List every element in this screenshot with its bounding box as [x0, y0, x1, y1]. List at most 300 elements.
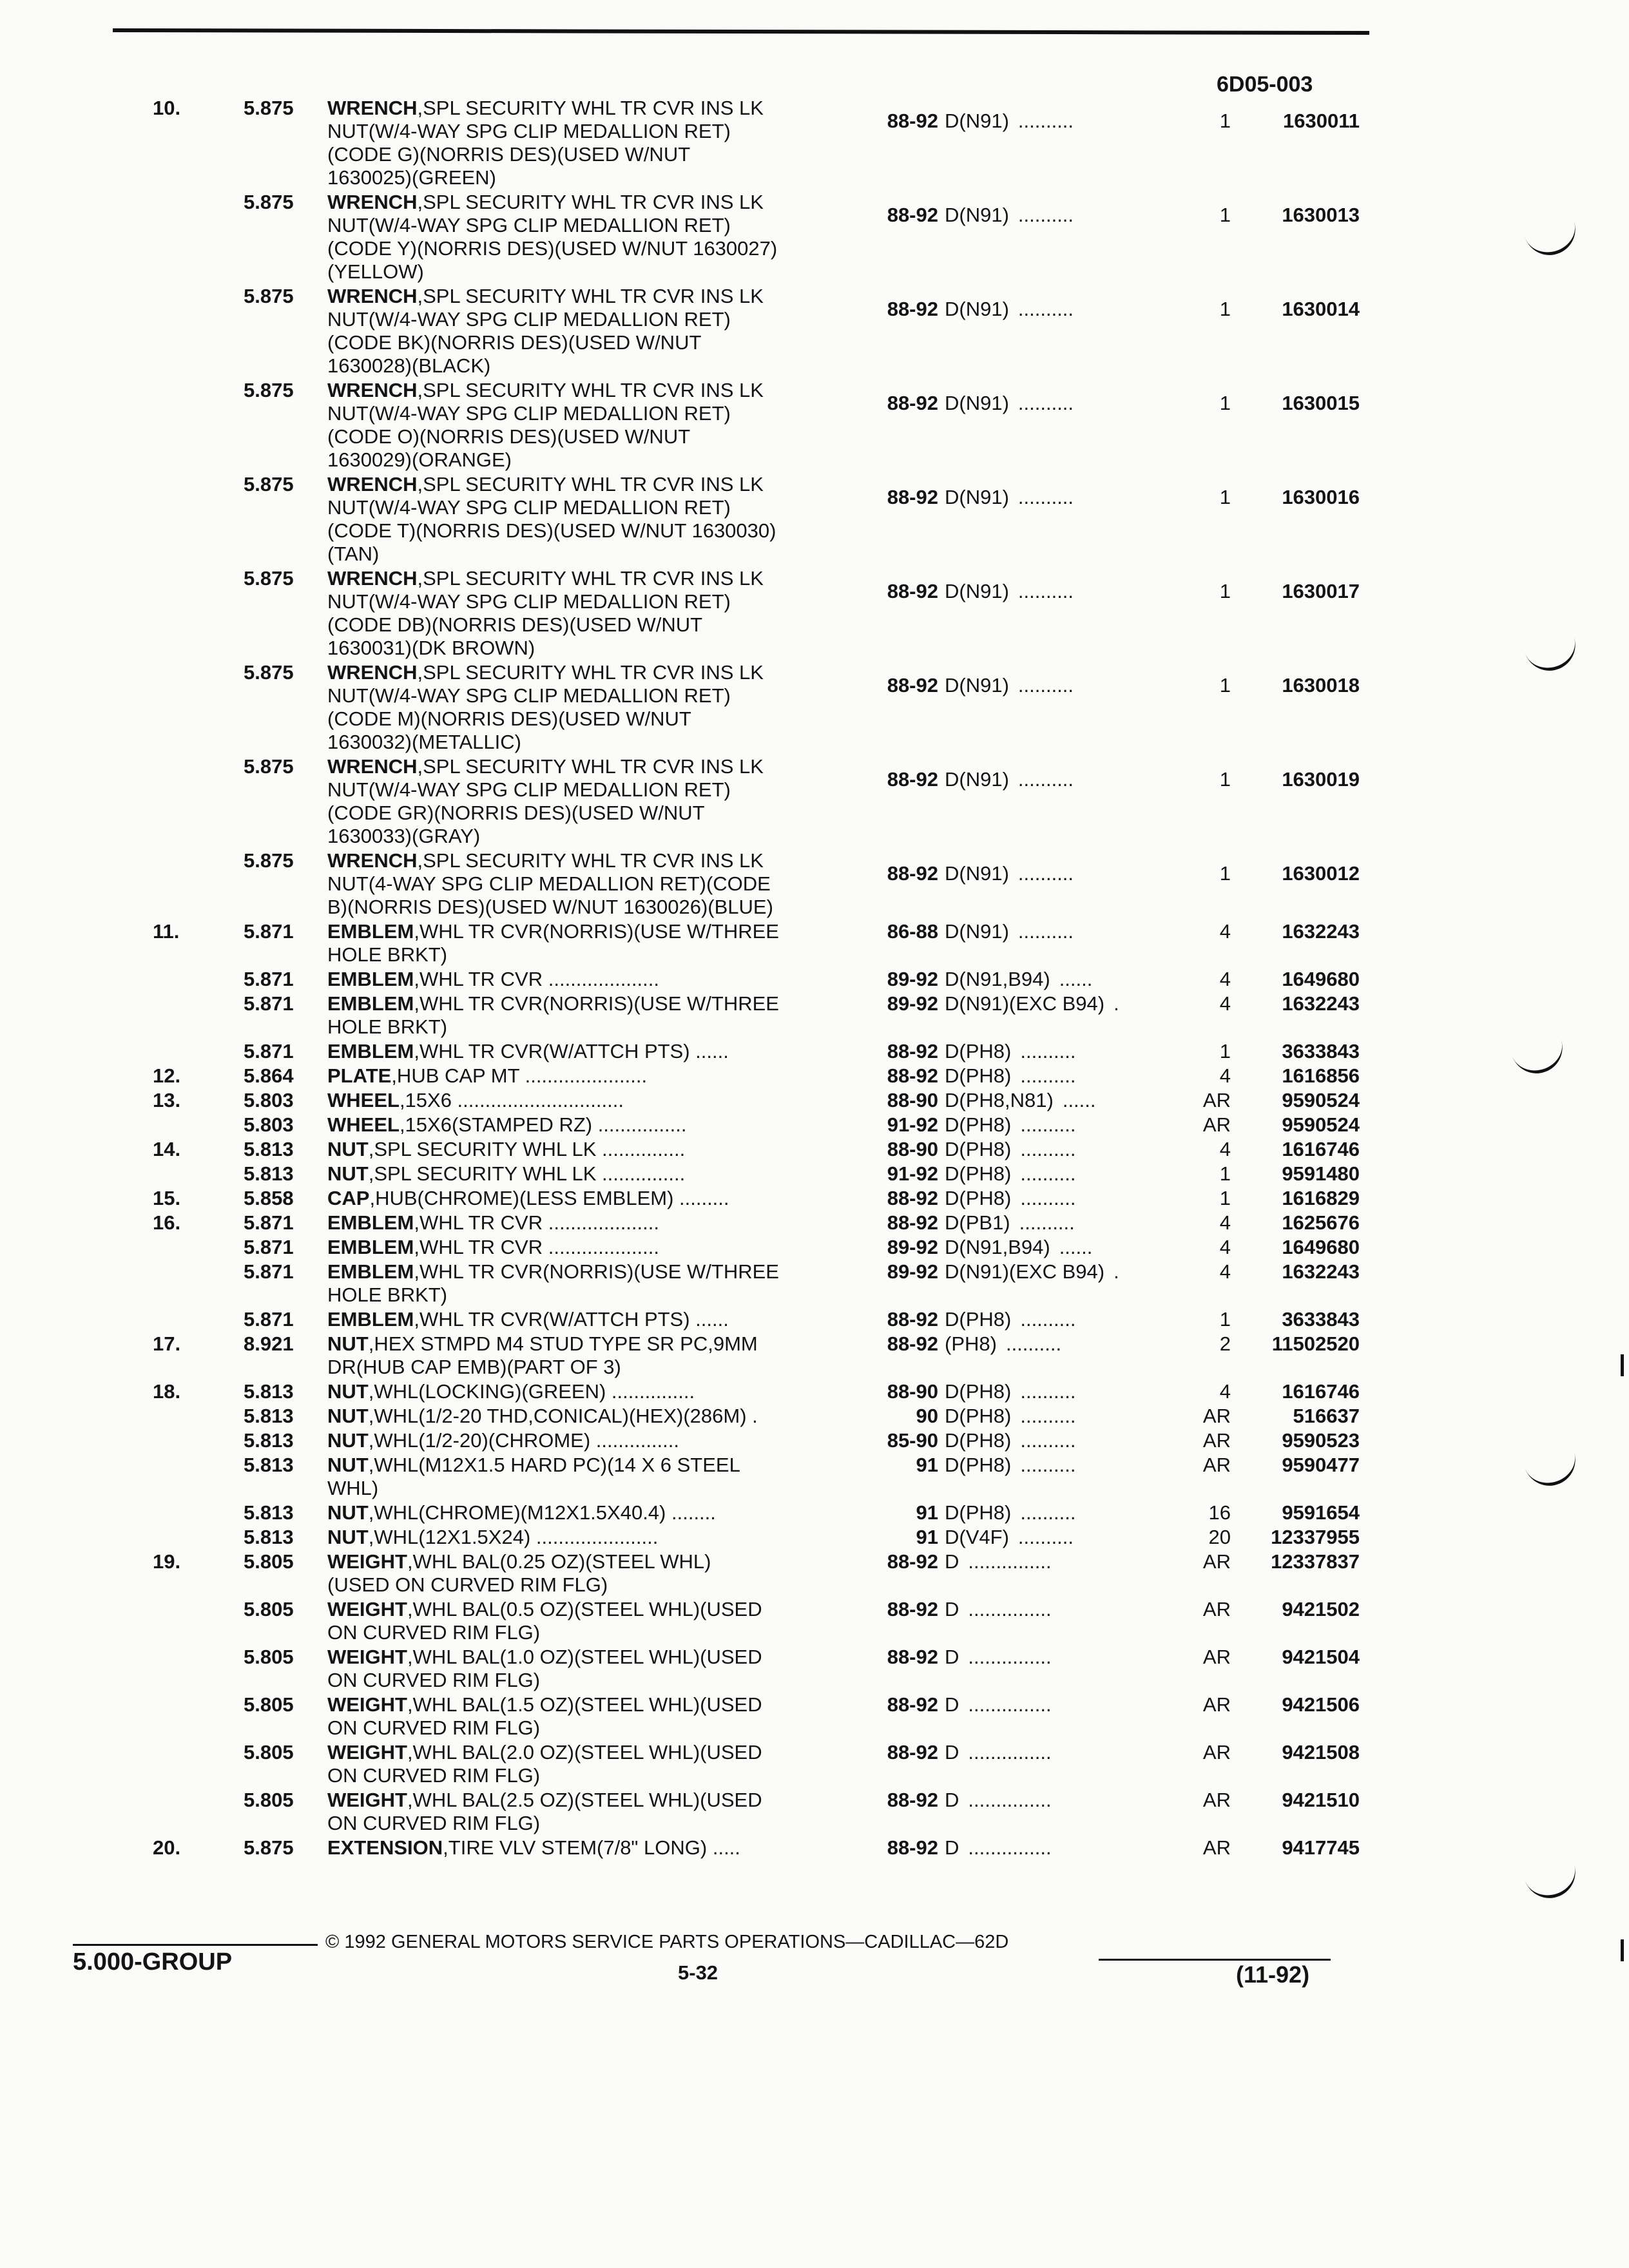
description-line: NUT(W/4-WAY SPG CLIP MEDALLION RET) — [327, 308, 731, 331]
description-line: (CODE DB)(NORRIS DES)(USED W/NUT — [327, 613, 703, 636]
years: 88-92 — [887, 392, 938, 414]
group-number: 5.875 — [244, 473, 294, 495]
usage-code: D(PH8) .......... — [945, 1138, 1076, 1160]
usage-code: D(PH8) .......... — [945, 1308, 1076, 1331]
group-number: 5.864 — [244, 1064, 294, 1087]
part-name: WHEEL — [327, 1113, 400, 1136]
description-line: WHL) — [327, 1477, 379, 1499]
part-name: EXTENSION — [327, 1836, 443, 1859]
quantity: 1 — [1219, 580, 1231, 602]
quantity: 4 — [1219, 1211, 1231, 1234]
description-line: ON CURVED RIM FLG) — [327, 1621, 541, 1644]
quantity: 4 — [1219, 1380, 1231, 1403]
description-line: ,WHL BAL(0.5 OZ)(STEEL WHL)(USED — [407, 1598, 762, 1620]
group-number: 5.871 — [244, 992, 294, 1015]
description-line: ,15X6 .............................. — [399, 1089, 624, 1111]
leader-dots: .......... — [1020, 1405, 1076, 1427]
part-name: EMBLEM — [327, 1211, 414, 1234]
usage-code: D(N91)(EXC B94) . — [945, 992, 1119, 1015]
quantity: AR — [1202, 1454, 1231, 1476]
description-line: NUT(4-WAY SPG CLIP MEDALLION RET)(CODE — [327, 872, 771, 895]
table-row — [0, 285, 1629, 379]
table-row — [0, 1550, 1629, 1598]
part-name: CAP — [327, 1187, 370, 1209]
quantity: AR — [1202, 1405, 1231, 1427]
part-name: NUT — [327, 1405, 369, 1427]
group-number: 5.805 — [244, 1646, 294, 1668]
description-line: NUT(W/4-WAY SPG CLIP MEDALLION RET) — [327, 590, 731, 613]
group-number: 5.875 — [244, 379, 294, 401]
ref-number: 14. — [153, 1138, 181, 1160]
leader-dots: .......... — [1020, 1162, 1076, 1185]
ref-number: 18. — [153, 1380, 181, 1403]
years: 89-92 — [887, 1236, 938, 1258]
part-number: 9590524 — [1282, 1089, 1360, 1111]
table-row — [0, 1064, 1629, 1089]
group-number: 5.875 — [244, 285, 294, 307]
table-row — [0, 1187, 1629, 1211]
part-description — [327, 1646, 762, 1692]
description-line: (TAN) — [327, 543, 380, 565]
quantity: 4 — [1219, 992, 1231, 1015]
group-number: 5.871 — [244, 1236, 294, 1258]
usage-code: D(N91)(EXC B94) . — [945, 1260, 1119, 1283]
part-description — [327, 191, 777, 284]
usage-code: D(PH8,N81) ...... — [945, 1089, 1096, 1111]
part-name: WRENCH — [327, 661, 418, 684]
part-number: 1630016 — [1282, 486, 1360, 508]
years: 91 — [916, 1501, 938, 1524]
part-description — [327, 473, 776, 566]
ref-number: 15. — [153, 1187, 181, 1209]
table-row — [0, 968, 1629, 992]
description-line: ,HEX STMPD M4 STUD TYPE SR PC,9MM — [368, 1332, 758, 1355]
part-name: WRENCH — [327, 567, 418, 590]
description-line: 1630025)(GREEN) — [327, 166, 496, 189]
description-line: (CODE GR)(NORRIS DES)(USED W/NUT — [327, 802, 705, 824]
part-description — [327, 567, 764, 660]
quantity: AR — [1202, 1089, 1231, 1111]
part-description — [327, 379, 764, 472]
description-line: HOLE BRKT) — [327, 943, 448, 966]
description-line: ,SPL SECURITY WHL LK ............... — [368, 1138, 686, 1160]
quantity: AR — [1202, 1598, 1231, 1620]
group-number: 5.871 — [244, 920, 294, 943]
quantity: 4 — [1219, 1138, 1231, 1160]
leader-dots: .......... — [1020, 1138, 1076, 1160]
quantity: 1 — [1219, 110, 1231, 132]
years: 91-92 — [887, 1113, 938, 1136]
part-description — [327, 1113, 687, 1137]
years: 91 — [916, 1526, 938, 1548]
table-row — [0, 1113, 1629, 1138]
group-number: 5.871 — [244, 1260, 294, 1283]
part-description — [327, 968, 659, 991]
part-number: 1630014 — [1282, 298, 1360, 320]
description-line: ,WHL BAL(2.5 OZ)(STEEL WHL)(USED — [407, 1789, 762, 1811]
quantity: 1 — [1219, 1187, 1231, 1209]
part-number: 9590523 — [1282, 1429, 1360, 1452]
table-row — [0, 849, 1629, 920]
description-line: 1630029)(ORANGE) — [327, 448, 512, 471]
quantity: 4 — [1219, 1236, 1231, 1258]
description-line: ,WHL TR CVR(NORRIS)(USE W/THREE — [414, 920, 779, 943]
part-number: 1616829 — [1282, 1187, 1360, 1209]
part-description — [327, 97, 764, 189]
years: 91-92 — [887, 1162, 938, 1185]
description-line: ,SPL SECURITY WHL LK ............... — [368, 1162, 686, 1185]
part-name: PLATE — [327, 1064, 392, 1087]
leader-dots: .......... — [1017, 298, 1074, 320]
usage-code: D(PH8) .......... — [945, 1187, 1076, 1209]
quantity: AR — [1202, 1693, 1231, 1716]
group-number: 5.871 — [244, 1308, 294, 1331]
part-number: 1616746 — [1282, 1380, 1360, 1403]
part-name: EMBLEM — [327, 1236, 414, 1258]
quantity: 20 — [1208, 1526, 1231, 1548]
description-line: 1630028)(BLACK) — [327, 354, 491, 377]
part-name: EMBLEM — [327, 1260, 414, 1283]
table-row — [0, 1211, 1629, 1236]
quantity: AR — [1202, 1550, 1231, 1573]
description-line: ,WHL(1/2-20 THD,CONICAL)(HEX)(286M) . — [368, 1405, 758, 1427]
part-name: WEIGHT — [327, 1646, 407, 1668]
quantity: AR — [1202, 1113, 1231, 1136]
quantity: 1 — [1219, 862, 1231, 885]
part-number: 9590524 — [1282, 1113, 1360, 1136]
group-number: 5.875 — [244, 661, 294, 684]
years: 88-92 — [887, 1550, 938, 1573]
part-name: EMBLEM — [327, 920, 414, 943]
footer-page-number: 5-32 — [678, 1961, 718, 1984]
table-row — [0, 1236, 1629, 1260]
leader-dots: .......... — [1017, 862, 1074, 885]
usage-code: D(N91,B94) ...... — [945, 968, 1093, 990]
description-line: ,WHL TR CVR .................... — [414, 968, 659, 990]
usage-code: D(PH8) .......... — [945, 1040, 1076, 1062]
quantity: 1 — [1219, 204, 1231, 226]
description-line: (CODE BK)(NORRIS DES)(USED W/NUT — [327, 331, 702, 354]
part-number: 1616856 — [1282, 1064, 1360, 1087]
part-name: NUT — [327, 1429, 369, 1452]
usage-code: D(N91) .......... — [945, 392, 1074, 414]
table-row — [0, 1836, 1629, 1861]
part-number: 1649680 — [1282, 968, 1360, 990]
years: 88-92 — [887, 1836, 938, 1859]
years: 88-92 — [887, 1789, 938, 1811]
usage-code: D(N91) .......... — [945, 768, 1074, 791]
description-line: ON CURVED RIM FLG) — [327, 1669, 541, 1691]
leader-dots: .......... — [1020, 1454, 1076, 1476]
part-description — [327, 1332, 758, 1379]
leader-dots: ............... — [968, 1693, 1052, 1716]
part-number: 9590477 — [1282, 1454, 1360, 1476]
part-number: 12337837 — [1271, 1550, 1360, 1573]
top-rule — [113, 28, 1369, 35]
description-line: (CODE G)(NORRIS DES)(USED W/NUT — [327, 143, 691, 166]
part-number: 9421502 — [1282, 1598, 1360, 1620]
part-description — [327, 1836, 740, 1860]
part-number: 1616746 — [1282, 1138, 1360, 1160]
part-description — [327, 1501, 716, 1524]
part-number: 1630011 — [1283, 110, 1360, 132]
quantity: 1 — [1219, 298, 1231, 320]
quantity: AR — [1202, 1646, 1231, 1668]
group-number: 5.871 — [244, 1040, 294, 1062]
leader-dots: .......... — [1020, 1064, 1076, 1087]
table-row — [0, 992, 1629, 1040]
part-number: 1630018 — [1282, 674, 1360, 697]
group-number: 5.871 — [244, 968, 294, 990]
part-name: WRENCH — [327, 755, 418, 778]
part-number: 1630015 — [1282, 392, 1360, 414]
years: 88-92 — [887, 862, 938, 885]
table-row — [0, 1501, 1629, 1526]
usage-code: D(PH8) .......... — [945, 1454, 1076, 1476]
group-number: 5.875 — [244, 191, 294, 213]
part-number: 9421504 — [1282, 1646, 1360, 1668]
group-number: 5.871 — [244, 1211, 294, 1234]
table-row — [0, 1741, 1629, 1789]
leader-dots: .......... — [1017, 486, 1074, 508]
part-name: EMBLEM — [327, 968, 414, 990]
part-description — [327, 1089, 624, 1112]
footer-date: (11-92) — [1236, 1961, 1310, 1988]
part-name: WRENCH — [327, 97, 418, 119]
leader-dots: .......... — [1020, 1187, 1076, 1209]
description-line: NUT(W/4-WAY SPG CLIP MEDALLION RET) — [327, 778, 731, 801]
table-row — [0, 1693, 1629, 1741]
leader-dots: ............... — [968, 1789, 1052, 1811]
years: 91 — [916, 1454, 938, 1476]
years: 88-92 — [887, 1064, 938, 1087]
table-row — [0, 1646, 1629, 1693]
part-description — [327, 1550, 711, 1597]
leader-dots: .......... — [1017, 580, 1074, 602]
years: 88-92 — [887, 1693, 938, 1716]
group-number: 5.875 — [244, 849, 294, 872]
usage-code: D ............... — [945, 1741, 1052, 1763]
years: 88-90 — [887, 1138, 938, 1160]
group-number: 5.805 — [244, 1598, 294, 1620]
description-line: NUT(W/4-WAY SPG CLIP MEDALLION RET) — [327, 684, 731, 707]
description-line: ,WHL TR CVR(W/ATTCH PTS) ...... — [414, 1308, 729, 1331]
years: 88-92 — [887, 1741, 938, 1763]
description-line: ,HUB(CHROME)(LESS EMBLEM) ......... — [369, 1187, 729, 1209]
part-description — [327, 1598, 762, 1644]
part-number: 11502520 — [1271, 1332, 1360, 1355]
part-name: WRENCH — [327, 191, 418, 213]
quantity: 1 — [1219, 1162, 1231, 1185]
group-number: 8.921 — [244, 1332, 294, 1355]
usage-code: D(PB1) .......... — [945, 1211, 1075, 1234]
description-line: 1630032)(METALLIC) — [327, 731, 521, 753]
years: 88-92 — [887, 1332, 938, 1355]
group-number: 5.813 — [244, 1405, 294, 1427]
description-line: DR(HUB CAP EMB)(PART OF 3) — [327, 1356, 621, 1378]
usage-code: D ............... — [945, 1646, 1052, 1668]
part-name: WEIGHT — [327, 1741, 407, 1763]
years: 89-92 — [887, 968, 938, 990]
usage-code: D(N91) .......... — [945, 920, 1074, 943]
part-description — [327, 1454, 740, 1500]
years: 88-92 — [887, 1040, 938, 1062]
quantity: AR — [1202, 1789, 1231, 1811]
description-line: ,WHL(12X1.5X24) ...................... — [368, 1526, 659, 1548]
leader-dots: .......... — [1020, 1380, 1076, 1403]
part-name: WEIGHT — [327, 1550, 407, 1573]
table-row — [0, 473, 1629, 567]
group-number: 5.813 — [244, 1429, 294, 1452]
description-line: ,SPL SECURITY WHL TR CVR INS LK — [417, 755, 764, 778]
part-number: 516637 — [1293, 1405, 1360, 1427]
usage-code: D ............... — [945, 1789, 1052, 1811]
usage-code: D(PH8) .......... — [945, 1429, 1076, 1452]
years: 86-88 — [887, 920, 938, 943]
usage-code: D(PH8) .......... — [945, 1064, 1076, 1087]
years: 88-92 — [887, 204, 938, 226]
description-line: ,HUB CAP MT ...................... — [391, 1064, 648, 1087]
usage-code: D(N91) .......... — [945, 580, 1074, 602]
footer-rule-left — [73, 1944, 318, 1946]
group-number: 5.875 — [244, 755, 294, 778]
part-description — [327, 661, 764, 754]
description-line: ,WHL(CHROME)(M12X1.5X40.4) ........ — [368, 1501, 716, 1524]
part-name: NUT — [327, 1526, 369, 1548]
description-line: ,WHL BAL(1.5 OZ)(STEEL WHL)(USED — [407, 1693, 762, 1716]
leader-dots: .......... — [1017, 204, 1074, 226]
group-number: 5.803 — [244, 1113, 294, 1136]
part-description — [327, 1064, 647, 1088]
part-description — [327, 1162, 685, 1186]
part-number: 1632243 — [1282, 920, 1360, 943]
table-row — [0, 1089, 1629, 1113]
usage-code: D(N91,B94) ...... — [945, 1236, 1093, 1258]
group-number: 5.813 — [244, 1501, 294, 1524]
years: 88-92 — [887, 580, 938, 602]
leader-dots: .......... — [1020, 1501, 1076, 1524]
usage-code: D(PH8) .......... — [945, 1113, 1076, 1136]
description-line: ON CURVED RIM FLG) — [327, 1764, 541, 1787]
quantity: 1 — [1219, 486, 1231, 508]
description-line: NUT(W/4-WAY SPG CLIP MEDALLION RET) — [327, 496, 731, 519]
part-name: WRENCH — [327, 285, 418, 307]
page-code: 6D05-003 — [1217, 72, 1313, 97]
years: 88-92 — [887, 1211, 938, 1234]
footer-rule-right — [1099, 1959, 1331, 1961]
table-row — [0, 1526, 1629, 1550]
part-number: 1630019 — [1282, 768, 1360, 791]
group-number: 5.805 — [244, 1741, 294, 1763]
quantity: 4 — [1219, 1064, 1231, 1087]
part-description — [327, 1040, 729, 1063]
description-line: (CODE T)(NORRIS DES)(USED W/NUT 1630030) — [327, 519, 776, 542]
quantity: AR — [1202, 1429, 1231, 1452]
ref-number: 20. — [153, 1836, 181, 1859]
ref-number: 13. — [153, 1089, 181, 1111]
leader-dots: ............... — [968, 1741, 1052, 1763]
quantity: 1 — [1219, 392, 1231, 414]
usage-code: D(N91) .......... — [945, 110, 1074, 132]
part-name: EMBLEM — [327, 992, 414, 1015]
footer-copyright: © 1992 GENERAL MOTORS SERVICE PARTS OPERATIONS—CADILLAC—62D — [325, 1932, 1009, 1952]
description-line: NUT(W/4-WAY SPG CLIP MEDALLION RET) — [327, 120, 731, 142]
years: 89-92 — [887, 992, 938, 1015]
part-name: NUT — [327, 1380, 369, 1403]
table-row — [0, 191, 1629, 285]
part-name: WEIGHT — [327, 1789, 407, 1811]
years: 88-92 — [887, 1308, 938, 1331]
part-description — [327, 920, 779, 966]
part-description — [327, 1789, 762, 1835]
part-number: 1632243 — [1282, 1260, 1360, 1283]
group-number: 5.875 — [244, 1836, 294, 1859]
usage-code: D(PH8) .......... — [945, 1380, 1076, 1403]
part-number: 1649680 — [1282, 1236, 1360, 1258]
description-line: ,WHL(LOCKING)(GREEN) ............... — [368, 1380, 695, 1403]
ref-number: 10. — [153, 97, 181, 119]
table-row — [0, 567, 1629, 661]
quantity: 16 — [1208, 1501, 1231, 1524]
usage-code: D(PH8) .......... — [945, 1162, 1076, 1185]
description-line: ,WHL(M12X1.5 HARD PC)(14 X 6 STEEL — [368, 1454, 740, 1476]
usage-code: (PH8) .......... — [945, 1332, 1062, 1355]
edge-mark — [1621, 1354, 1624, 1376]
usage-code: D ............... — [945, 1598, 1052, 1620]
usage-code: D(N91) .......... — [945, 204, 1074, 226]
part-name: NUT — [327, 1501, 369, 1524]
binder-mark — [1524, 1861, 1582, 1905]
group-number: 5.875 — [244, 97, 294, 119]
leader-dots: ............... — [968, 1550, 1052, 1573]
ref-number: 17. — [153, 1332, 181, 1355]
group-number: 5.875 — [244, 567, 294, 590]
table-row — [0, 1454, 1629, 1501]
usage-code: D(N91) .......... — [945, 298, 1074, 320]
years: 85-90 — [887, 1429, 938, 1452]
description-line: ,SPL SECURITY WHL TR CVR INS LK — [417, 379, 764, 401]
table-row — [0, 1405, 1629, 1429]
table-row — [0, 1598, 1629, 1646]
description-line: ,WHL TR CVR(NORRIS)(USE W/THREE — [414, 1260, 779, 1283]
description-line: ,WHL TR CVR(NORRIS)(USE W/THREE — [414, 992, 779, 1015]
years: 88-92 — [887, 674, 938, 697]
group-number: 5.805 — [244, 1789, 294, 1811]
years: 88-92 — [887, 1598, 938, 1620]
table-row — [0, 379, 1629, 473]
usage-code: D ............... — [945, 1836, 1052, 1859]
description-line: ,SPL SECURITY WHL TR CVR INS LK — [417, 849, 764, 872]
part-number: 9591654 — [1282, 1501, 1360, 1524]
part-description — [327, 1187, 729, 1210]
part-description — [327, 1741, 762, 1787]
table-row — [0, 755, 1629, 849]
part-description — [327, 1693, 762, 1740]
table-row — [0, 1138, 1629, 1162]
leader-dots: .......... — [1017, 920, 1074, 943]
leader-dots: .......... — [1017, 110, 1074, 132]
quantity: 1 — [1219, 674, 1231, 697]
part-description — [327, 849, 773, 919]
leader-dots: . — [1113, 992, 1119, 1015]
years: 88-90 — [887, 1089, 938, 1111]
quantity: 4 — [1219, 920, 1231, 943]
part-description — [327, 285, 764, 378]
years: 88-92 — [887, 1187, 938, 1209]
part-number: 1625676 — [1282, 1211, 1360, 1234]
description-line: (CODE M)(NORRIS DES)(USED W/NUT — [327, 707, 691, 730]
quantity: 1 — [1219, 1308, 1231, 1331]
